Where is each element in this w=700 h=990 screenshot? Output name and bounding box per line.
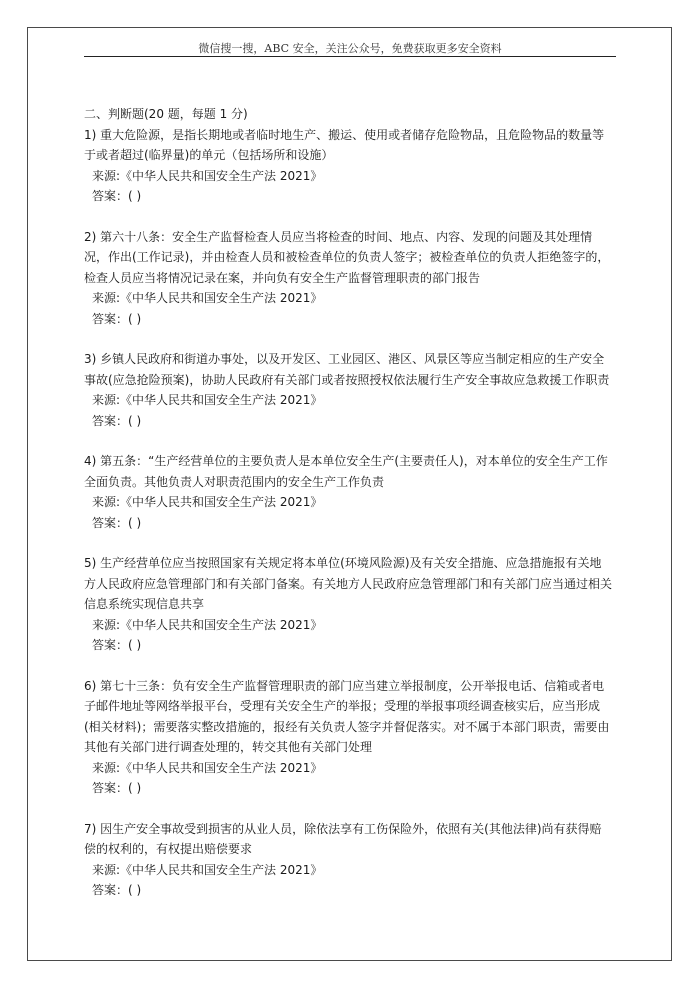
question-source: 来源:《中华人民共和国安全生产法 2021》 bbox=[92, 495, 323, 509]
question-source: 来源:《中华人民共和国安全生产法 2021》 bbox=[92, 393, 323, 407]
question-answer: 答案：( ) bbox=[92, 883, 142, 897]
question-source: 来源:《中华人民共和国安全生产法 2021》 bbox=[92, 862, 323, 877]
question-answer: 答案：( ) bbox=[92, 413, 142, 428]
question-text: 3) 乡镇人民政府和街道办事处，以及开发区、工业园区、港区、风景区等应当制定相应的生产安全事故(应急抢险预案)，协助人民政府有关部门或者按照授权依法履行生产安全事故应急救援工作职责 bbox=[84, 352, 610, 387]
question-answer: 答案：( ) bbox=[92, 515, 142, 530]
question-text: 2) 第六十八条：安全生产监督检查人员应当将检查的时间、地点、内容、发现的问题及其处理情况，作出(工作记录)，并由检查人员和被检查单位的负责人签字；被检查单位的负责人拒绝签字的，检查人员应当将情况记录在案，并向负有安全生产监督管理职责的部门报告 bbox=[84, 229, 610, 285]
question-text: 1) 重大危险源，是指长期地或者临时地生产、搬运、使用或者储存危险物品，且危险物品的数量等于或者超过(临界量)的单元（包括场所和设施） bbox=[84, 127, 605, 162]
header-divider bbox=[84, 56, 616, 57]
question-item bbox=[84, 349, 620, 431]
question-source: 来源:《中华人民共和国安全生产法 2021》 bbox=[92, 760, 323, 775]
question-source: 来源:《中华人民共和国安全生产法 2021》 bbox=[92, 168, 323, 183]
page-header: 微信搜一搜，ABC 安全，关注公众号，免费获取更多安全资料 bbox=[198, 42, 502, 55]
question-item bbox=[84, 125, 620, 207]
question-text: 4) 第五条：“生产经营单位的主要负责人是本单位安全生产(主要责任人)，对本单位的安全生产工作全面负责。其他负责人对职责范围内的安全生产工作负责 bbox=[84, 454, 608, 489]
question-item bbox=[84, 676, 620, 799]
question-text: 6) 第七十三条：负有安全生产监督管理职责的部门应当建立举报制度，公开举报电话、信箱或者电子邮件地址等网络举报平台，受理有关安全生产的举报；受理的举报事项经调查核实后，应当形成(相关材料)；需要落实整改措施的，报经有关负责人签字并督促落实。对不属于本部门职责，需要由其他有关部门进行调查处理的，转交其他有关部门处理 bbox=[84, 678, 610, 754]
question-source: 来源:《中华人民共和国安全生产法 2021》 bbox=[92, 291, 323, 305]
question-text: 7) 因生产安全事故受到损害的从业人员，除依法享有工伤保险外，依照有关(其他法律)尚有获得赔偿的权利的，有权提出赔偿要求 bbox=[84, 821, 602, 856]
question-text: 5) 生产经营单位应当按照国家有关规定将本单位(环境风险源)及有关安全措施、应急措施报有关地方人民政府应急管理部门和有关部门备案。有关地方人民政府应急管理部门和有关部门应当通过相关信息系统实现信息共享 bbox=[84, 556, 613, 611]
question-source: 来源:《中华人民共和国安全生产法 2021》 bbox=[92, 617, 323, 632]
question-item bbox=[84, 227, 620, 330]
question-answer: 答案：( ) bbox=[92, 781, 142, 795]
section-title: 二、判断题(20 题，每题 1 分) bbox=[84, 107, 248, 121]
question-item bbox=[84, 819, 620, 901]
question-item bbox=[84, 553, 620, 656]
question-answer: 答案：( ) bbox=[92, 638, 142, 652]
question-item bbox=[84, 451, 620, 533]
question-answer: 答案：( ) bbox=[92, 189, 142, 203]
document-body bbox=[84, 104, 620, 921]
question-answer: 答案：( ) bbox=[92, 311, 142, 326]
